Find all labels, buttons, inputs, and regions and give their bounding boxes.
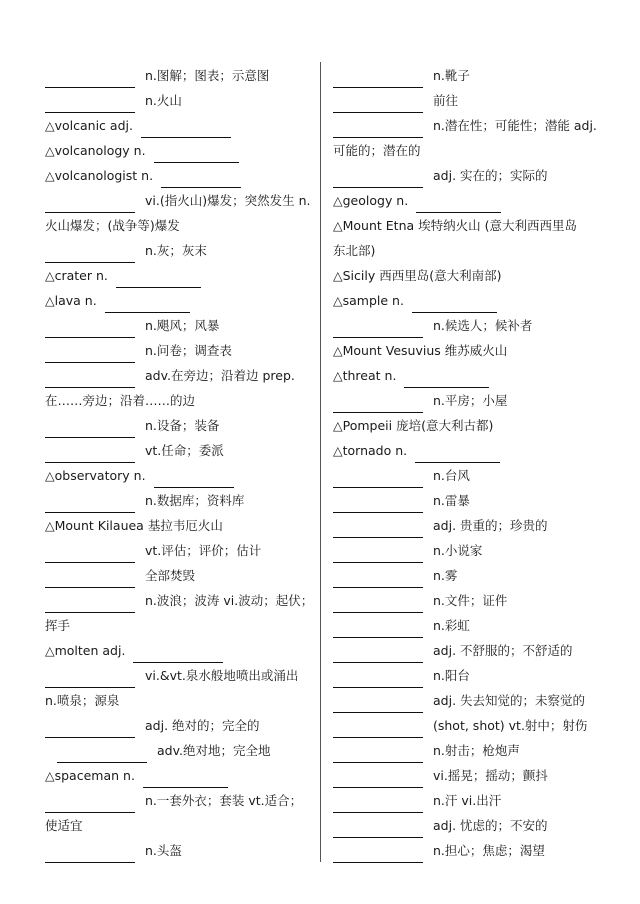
vocab-text: △volcanology n. bbox=[45, 143, 146, 158]
vocab-text: △observatory n. bbox=[45, 468, 146, 483]
vocab-text: n.汗 vi.出汗 bbox=[433, 793, 502, 808]
vocab-text: n.潜在性；可能性；潜能 adj. bbox=[433, 118, 597, 133]
vocab-line bbox=[333, 688, 603, 713]
vocab-line bbox=[333, 213, 603, 238]
vocab-line bbox=[333, 763, 603, 788]
answer-blank[interactable] bbox=[333, 744, 423, 763]
vocab-line bbox=[45, 163, 310, 188]
vocab-line bbox=[333, 288, 603, 313]
vocab-line bbox=[45, 663, 310, 688]
vocab-text: n.火山 bbox=[145, 93, 182, 108]
vocab-text: adj. 忧虑的；不安的 bbox=[433, 818, 548, 833]
vocab-text: n.阳台 bbox=[433, 668, 470, 683]
vocab-line bbox=[333, 663, 603, 688]
vocab-line bbox=[45, 438, 310, 463]
vocab-text: n.小说家 bbox=[433, 543, 483, 558]
vocab-line bbox=[333, 638, 603, 663]
vocab-line bbox=[333, 838, 603, 863]
vocab-line bbox=[45, 313, 310, 338]
answer-blank[interactable] bbox=[45, 369, 135, 388]
answer-blank[interactable] bbox=[45, 194, 135, 213]
answer-blank[interactable] bbox=[415, 444, 500, 463]
answer-blank[interactable] bbox=[333, 794, 423, 813]
vocab-line bbox=[45, 138, 310, 163]
vocab-text: adv.绝对地；完全地 bbox=[157, 743, 271, 758]
vocab-text: n.一套外衣；套装 vt.适合； bbox=[145, 793, 303, 808]
vocab-line bbox=[333, 613, 603, 638]
answer-blank[interactable] bbox=[116, 269, 201, 288]
vocab-line bbox=[45, 788, 310, 813]
vocab-line bbox=[333, 463, 603, 488]
vocab-text: △sample n. bbox=[333, 293, 404, 308]
answer-blank[interactable] bbox=[154, 144, 239, 163]
vocab-text: n.喷泉；源泉 bbox=[45, 693, 120, 708]
answer-blank[interactable] bbox=[45, 569, 135, 588]
vocab-line bbox=[333, 113, 603, 138]
vocab-line bbox=[333, 513, 603, 538]
vocab-text: n.靴子 bbox=[433, 68, 470, 83]
vocab-text: n.台风 bbox=[433, 468, 470, 483]
vocab-line bbox=[45, 538, 310, 563]
answer-blank[interactable] bbox=[404, 369, 489, 388]
vocab-text: vi.&vt.泉水般地喷出或涌出 bbox=[145, 668, 299, 683]
answer-blank[interactable] bbox=[333, 569, 423, 588]
vocab-text: n.彩虹 bbox=[433, 618, 470, 633]
vocab-line bbox=[45, 763, 310, 788]
vocab-line bbox=[45, 588, 314, 613]
answer-blank[interactable] bbox=[45, 444, 135, 463]
answer-blank[interactable] bbox=[333, 719, 423, 738]
vocab-line bbox=[45, 263, 310, 288]
vocab-text: n.候选人；候补者 bbox=[433, 318, 533, 333]
vocab-text: △Mount Vesuvius 维苏威火山 bbox=[333, 343, 508, 358]
vocab-text: △Mount Etna 埃特纳火山 (意大利西西里岛 bbox=[333, 218, 577, 233]
vocab-line bbox=[333, 388, 603, 413]
vocab-line bbox=[333, 488, 603, 513]
vocab-text: adj. 不舒服的；不舒适的 bbox=[433, 643, 573, 658]
answer-blank[interactable] bbox=[141, 119, 231, 138]
answer-blank[interactable] bbox=[45, 719, 135, 738]
vocab-text: △spaceman n. bbox=[45, 768, 135, 783]
vocab-line bbox=[333, 588, 603, 613]
vocab-text: 可能的；潜在的 bbox=[333, 143, 421, 158]
vocab-text: △tornado n. bbox=[333, 443, 408, 458]
vocab-line bbox=[45, 563, 310, 588]
answer-blank[interactable] bbox=[333, 644, 423, 663]
vocab-text: n.射击；枪炮声 bbox=[433, 743, 520, 758]
vocab-line bbox=[333, 713, 603, 738]
answer-blank[interactable] bbox=[333, 619, 423, 638]
vocab-line bbox=[45, 338, 310, 363]
vocab-text: n.设备；装备 bbox=[145, 418, 220, 433]
vocab-text: 全部焚毁 bbox=[145, 568, 196, 583]
answer-blank[interactable] bbox=[45, 669, 135, 688]
vocab-text: n.图解；图表；示意图 bbox=[145, 68, 270, 83]
answer-blank[interactable] bbox=[45, 794, 135, 813]
vocab-text: n.问卷；调查表 bbox=[145, 343, 232, 358]
vocab-line bbox=[333, 538, 603, 563]
answer-blank[interactable] bbox=[45, 844, 135, 863]
vocab-text: n.灰；灰末 bbox=[145, 243, 207, 258]
vocab-line bbox=[45, 363, 310, 388]
vocab-line bbox=[45, 838, 310, 863]
answer-blank[interactable] bbox=[45, 94, 135, 113]
vocab-line bbox=[45, 113, 310, 138]
vocab-text: 火山爆发；(战争等)爆发 bbox=[45, 218, 180, 233]
answer-blank[interactable] bbox=[333, 694, 423, 713]
answer-blank[interactable] bbox=[333, 544, 423, 563]
answer-blank[interactable] bbox=[333, 519, 423, 538]
vocab-text: n.担心；焦虑；渴望 bbox=[433, 843, 545, 858]
vocab-text: adv.在旁边；沿着边 prep. bbox=[145, 368, 295, 383]
vocab-text: vt.评估；评价；估计 bbox=[145, 543, 262, 558]
vocab-line bbox=[45, 88, 310, 113]
answer-blank[interactable] bbox=[333, 319, 423, 338]
vocab-text: △geology n. bbox=[333, 193, 409, 208]
left-column bbox=[45, 63, 314, 863]
vocab-text: n.文件；证件 bbox=[433, 593, 508, 608]
vocab-line bbox=[45, 288, 310, 313]
answer-blank[interactable] bbox=[105, 294, 190, 313]
vocab-line bbox=[45, 213, 310, 238]
vocab-line bbox=[45, 63, 310, 88]
vocab-text: vi.(指火山)爆发；突然发生 n. bbox=[145, 193, 311, 208]
vocab-line bbox=[45, 738, 310, 763]
vocab-text: n.雾 bbox=[433, 568, 458, 583]
vocab-text: (shot, shot) vt.射中；射伤 bbox=[433, 718, 588, 733]
vocab-line bbox=[45, 713, 310, 738]
vocab-text: n.平房；小屋 bbox=[433, 393, 508, 408]
vocab-line bbox=[45, 813, 310, 838]
vocab-text: vt.任命；委派 bbox=[145, 443, 224, 458]
vocab-line bbox=[333, 138, 603, 163]
vocab-line bbox=[333, 413, 603, 438]
answer-blank[interactable] bbox=[45, 319, 135, 338]
vocab-text: n.波浪；波涛 vi.波动；起伏； bbox=[145, 593, 314, 608]
vocab-text: vi.摇晃；摇动；颤抖 bbox=[433, 768, 548, 783]
answer-blank[interactable] bbox=[416, 194, 501, 213]
vocab-text: △lava n. bbox=[45, 293, 97, 308]
vocab-text: 挥手 bbox=[45, 618, 71, 633]
vocab-line bbox=[45, 688, 310, 713]
answer-blank[interactable] bbox=[333, 594, 423, 613]
vocab-text: adj. 实在的；实际的 bbox=[433, 168, 548, 183]
answer-blank[interactable] bbox=[45, 419, 135, 438]
vocab-line bbox=[333, 363, 603, 388]
answer-blank[interactable] bbox=[133, 644, 223, 663]
answer-blank[interactable] bbox=[161, 169, 241, 188]
answer-blank[interactable] bbox=[333, 69, 423, 88]
answer-blank[interactable] bbox=[57, 744, 147, 763]
vocab-line bbox=[333, 813, 603, 838]
vocab-line bbox=[333, 313, 603, 338]
answer-blank[interactable] bbox=[45, 594, 135, 613]
vocab-line bbox=[45, 413, 310, 438]
answer-blank[interactable] bbox=[154, 469, 234, 488]
vocab-line bbox=[333, 738, 603, 763]
right-column bbox=[333, 63, 603, 863]
answer-blank[interactable] bbox=[412, 294, 497, 313]
answer-blank[interactable] bbox=[45, 344, 135, 363]
vocab-text: n.数据库；资料库 bbox=[145, 493, 245, 508]
vocab-text: adj. 贵重的；珍贵的 bbox=[433, 518, 548, 533]
vocab-line bbox=[333, 438, 603, 463]
vocab-text: n.头盔 bbox=[145, 843, 182, 858]
vocab-line bbox=[333, 788, 603, 813]
vocab-text: 在……旁边；沿着……的边 bbox=[45, 393, 196, 408]
vocab-text: 东北部) bbox=[333, 243, 376, 258]
vocab-line bbox=[45, 188, 310, 213]
vocab-text: adj. 失去知觉的；未察觉的 bbox=[433, 693, 586, 708]
vocab-text: △Pompeii 庞培(意大利古都) bbox=[333, 418, 494, 433]
answer-blank[interactable] bbox=[333, 394, 423, 413]
vocab-text: n.雷暴 bbox=[433, 493, 470, 508]
answer-blank[interactable] bbox=[333, 494, 423, 513]
vocab-line bbox=[333, 63, 603, 88]
vocab-line bbox=[45, 488, 310, 513]
answer-blank[interactable] bbox=[143, 769, 228, 788]
vocab-text: n.飓风；风暴 bbox=[145, 318, 220, 333]
answer-blank[interactable] bbox=[45, 544, 135, 563]
vocab-line bbox=[333, 338, 603, 363]
vocab-line bbox=[45, 638, 310, 663]
answer-blank[interactable] bbox=[333, 819, 423, 838]
answer-blank[interactable] bbox=[333, 769, 423, 788]
answer-blank[interactable] bbox=[333, 469, 423, 488]
answer-blank[interactable] bbox=[45, 69, 135, 88]
answer-blank[interactable] bbox=[333, 844, 423, 863]
vocab-line bbox=[333, 238, 603, 263]
vocab-line bbox=[333, 563, 603, 588]
vocab-text: △molten adj. bbox=[45, 643, 126, 658]
vocab-text: △crater n. bbox=[45, 268, 108, 283]
vocab-text: △threat n. bbox=[333, 368, 397, 383]
vocab-line bbox=[333, 88, 603, 113]
answer-blank[interactable] bbox=[333, 94, 423, 113]
answer-blank[interactable] bbox=[45, 494, 135, 513]
vocab-text: adj. 绝对的；完全的 bbox=[145, 718, 260, 733]
vocab-line bbox=[45, 513, 310, 538]
answer-blank[interactable] bbox=[333, 119, 423, 138]
column-divider bbox=[320, 62, 321, 862]
answer-blank[interactable] bbox=[333, 669, 423, 688]
vocab-text: 前往 bbox=[433, 93, 459, 108]
vocab-text: △Sicily 西西里岛(意大利南部) bbox=[333, 268, 502, 283]
vocab-text: 使适宜 bbox=[45, 818, 83, 833]
vocab-line bbox=[333, 263, 603, 288]
vocab-line bbox=[45, 238, 310, 263]
vocab-text: △Mount Kilauea 基拉韦厄火山 bbox=[45, 518, 223, 533]
vocab-line bbox=[45, 613, 310, 638]
vocab-text: △volcanic adj. bbox=[45, 118, 133, 133]
answer-blank[interactable] bbox=[45, 244, 135, 263]
vocab-line bbox=[333, 188, 603, 213]
vocab-line bbox=[333, 163, 603, 188]
answer-blank[interactable] bbox=[333, 169, 423, 188]
vocab-line bbox=[45, 463, 310, 488]
vocab-line bbox=[45, 388, 310, 413]
vocab-text: △volcanologist n. bbox=[45, 168, 154, 183]
